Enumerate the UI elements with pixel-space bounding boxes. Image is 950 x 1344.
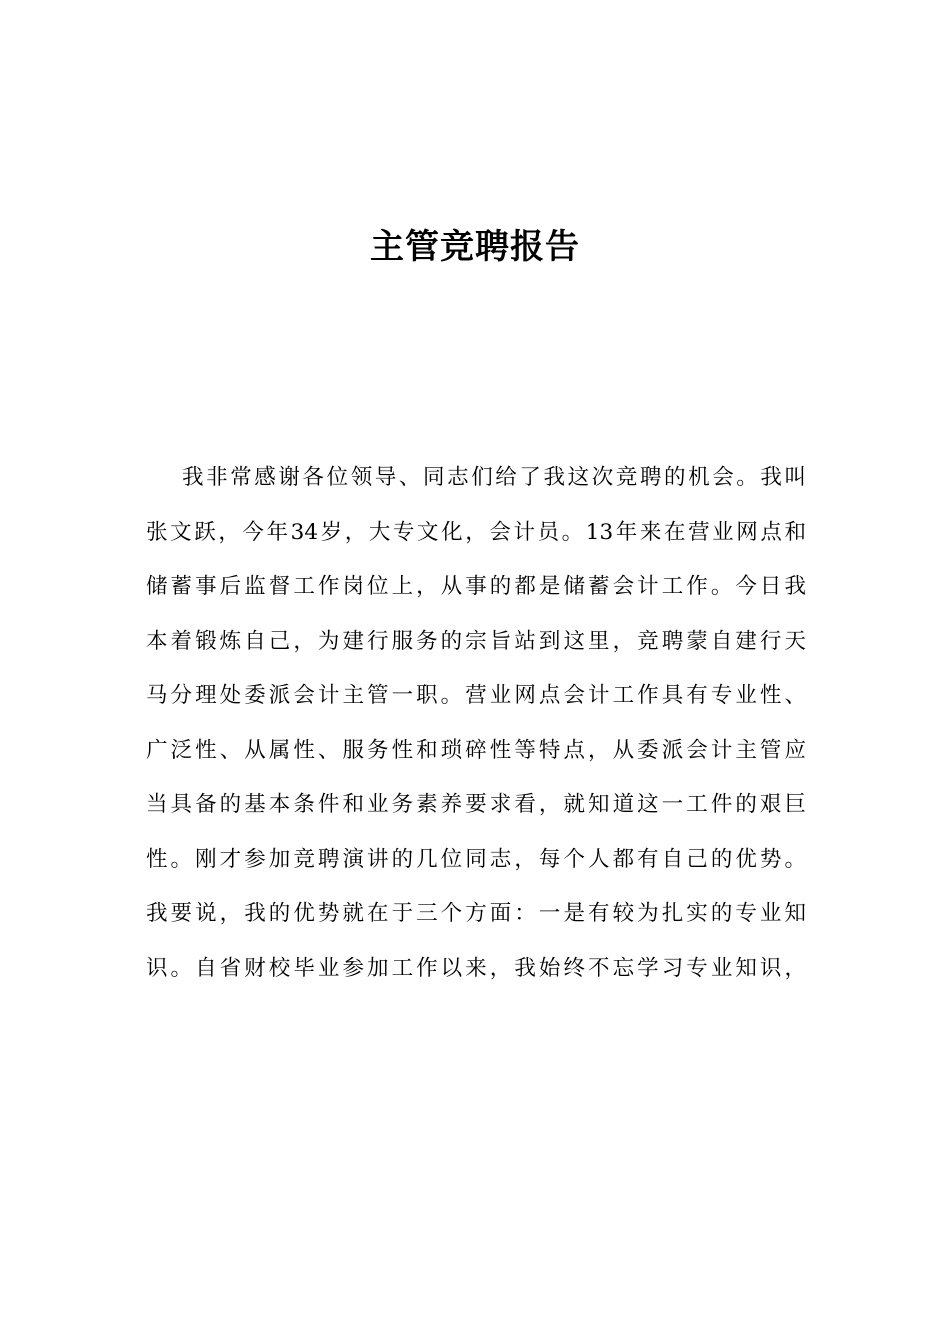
body-line: 性。刚才参加竞聘演讲的几位同志，每个人都有自己的优势。	[146, 846, 806, 872]
body-line: 广泛性、从属性、服务性和琐碎性等特点，从委派会计主管应	[146, 737, 806, 763]
document-body	[146, 451, 806, 996]
body-line: 识。自省财校毕业参加工作以来，我始终不忘学习专业知识，	[146, 955, 806, 981]
body-line: 我非常感谢各位领导、同志们给了我这次竞聘的机会。我叫	[182, 465, 806, 490]
document-title: 主管竞聘报告	[370, 227, 580, 267]
body-line: 我要说，我的优势就在于三个方面：一是有较为扎实的专业知	[146, 901, 806, 926]
body-line: 当具备的基本条件和业务素养要求看，就知道这一工件的艰巨	[146, 792, 806, 817]
body-line: 储蓄事后监督工作岗位上，从事的都是储蓄会计工作。今日我	[146, 574, 806, 599]
body-line: 本着锻炼自己，为建行服务的宗旨站到这里，竞聘蒙自建行天	[146, 628, 806, 654]
body-line: 张文跃，今年34岁，大专文化，会计员。13年来在营业网点和	[146, 519, 806, 545]
body-line: 马分理处委派会计主管一职。营业网点会计工作具有专业性、	[146, 683, 806, 708]
